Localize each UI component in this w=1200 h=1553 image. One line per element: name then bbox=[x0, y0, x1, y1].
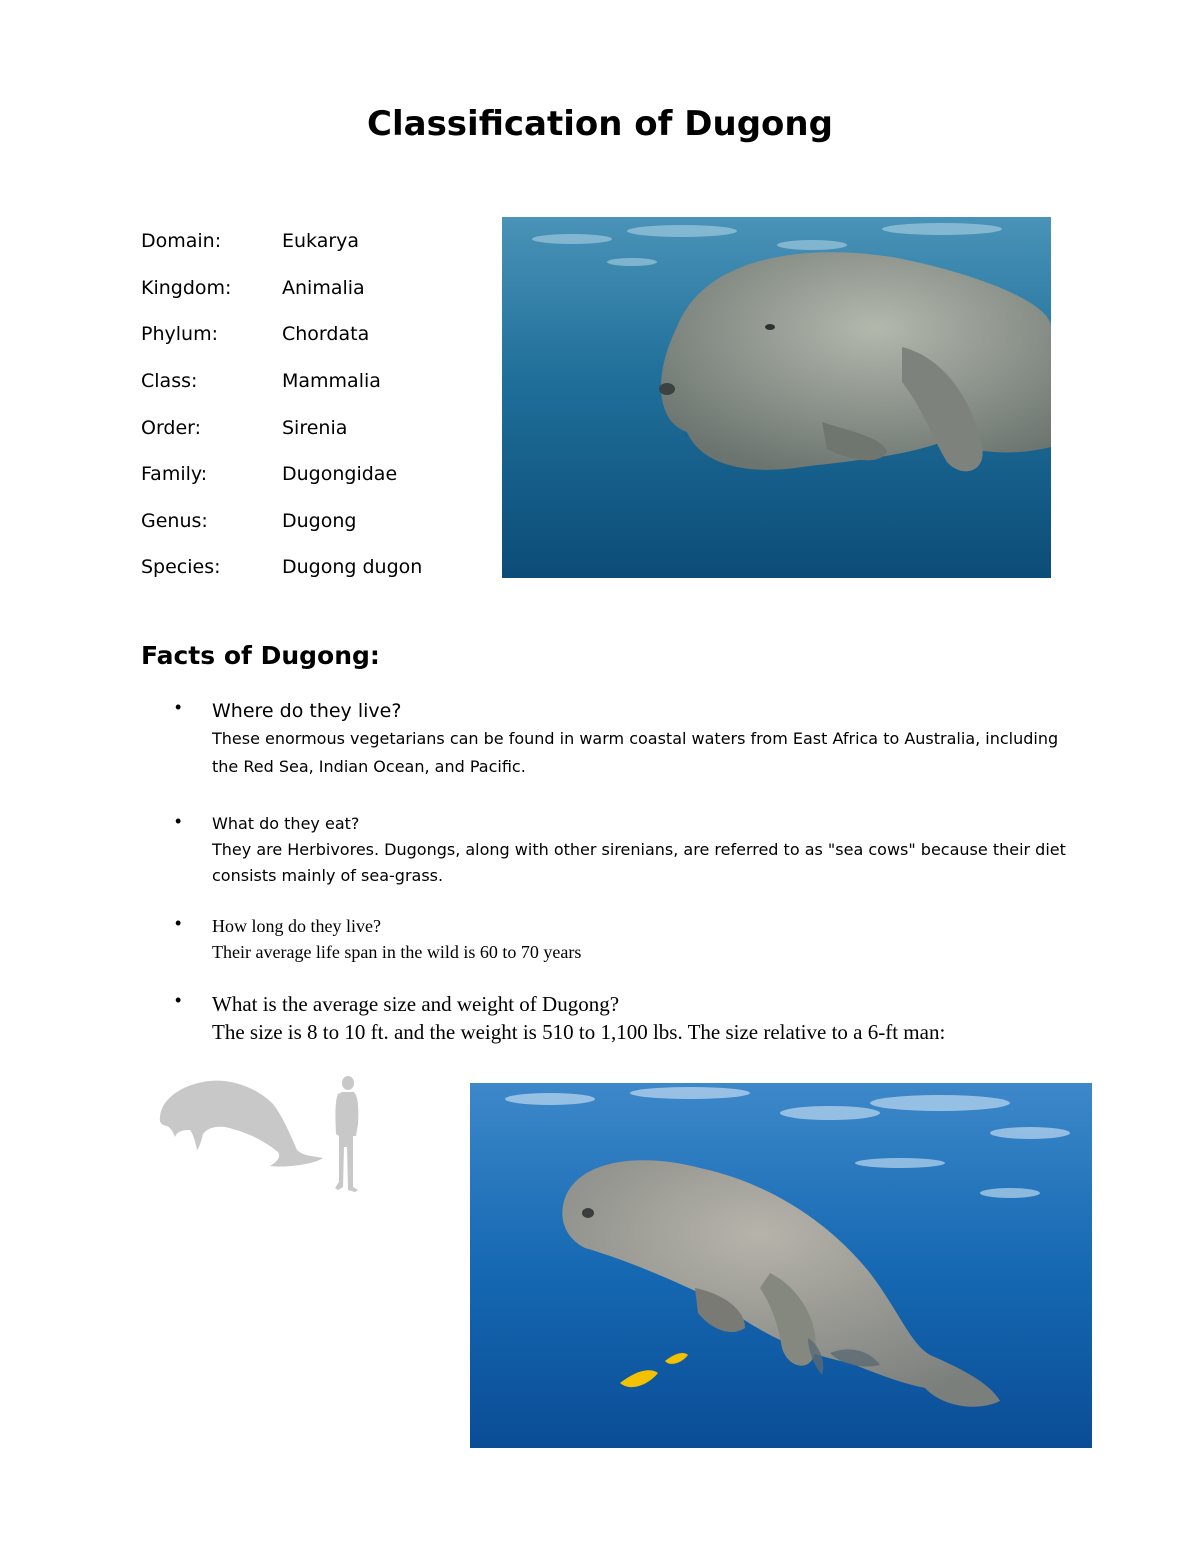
taxonomy-row-family bbox=[141, 451, 422, 498]
taxonomy-row-genus bbox=[141, 498, 422, 545]
bullet-icon: • bbox=[175, 811, 182, 831]
taxonomy-rank: Order: bbox=[141, 416, 202, 439]
taxonomy-row-domain bbox=[141, 218, 422, 265]
taxonomy-row-order bbox=[141, 404, 422, 451]
fact-answer: They are Herbivores. Dugongs, along with other sirenians, are referred to as "sea cows" because their diet consists mainly of sea-grass. bbox=[212, 840, 1066, 885]
fact-item-diet bbox=[175, 811, 1072, 889]
taxonomy-rank: Phylum: bbox=[141, 323, 218, 346]
taxonomy-value: Dugongidae bbox=[282, 463, 398, 486]
fact-answer: These enormous vegetarians can be found in warm coastal waters from East Africa to Australia, including the Red Sea, Indian Ocean, and Pacific. bbox=[212, 729, 1059, 776]
bullet-icon: • bbox=[175, 697, 182, 717]
taxonomy-rank: Genus: bbox=[141, 509, 208, 532]
fact-question: Where do they live? bbox=[212, 700, 402, 722]
bullet-icon: • bbox=[175, 990, 182, 1010]
taxonomy-rank: Kingdom: bbox=[141, 276, 232, 299]
fact-item-habitat bbox=[175, 697, 1062, 781]
taxonomy-rank: Class: bbox=[141, 370, 198, 393]
taxonomy-value: Mammalia bbox=[282, 370, 381, 393]
taxonomy-row-kingdom bbox=[141, 265, 422, 312]
taxonomy-value: Chordata bbox=[282, 323, 370, 346]
dugong-human-silhouette-icon bbox=[155, 1072, 380, 1197]
taxonomy-rank: Domain: bbox=[141, 230, 222, 253]
dugong-photo-bottom bbox=[470, 1083, 1092, 1448]
page-title: Classification of Dugong bbox=[367, 104, 833, 144]
taxonomy-row-species bbox=[141, 544, 422, 591]
dugong-photo-image bbox=[502, 217, 1051, 578]
taxonomy-table bbox=[141, 218, 422, 591]
taxonomy-rank: Species: bbox=[141, 556, 221, 579]
fact-item-lifespan bbox=[175, 913, 581, 965]
dugong-photo-top bbox=[502, 217, 1051, 578]
dugong-photo-image bbox=[470, 1083, 1092, 1448]
fact-answer: The size is 8 to 10 ft. and the weight is 510 to 1,100 lbs. The size relative to a 6-ft man: bbox=[212, 1020, 946, 1044]
taxonomy-row-phylum bbox=[141, 311, 422, 358]
taxonomy-value: Animalia bbox=[282, 276, 365, 299]
taxonomy-value: Dugong dugon bbox=[282, 556, 423, 579]
fact-question: How long do they live? bbox=[212, 916, 381, 936]
taxonomy-value: Dugong bbox=[282, 509, 357, 532]
fact-answer: Their average life span in the wild is 60 to 70 years bbox=[212, 942, 582, 962]
bullet-icon: • bbox=[175, 913, 182, 933]
fact-question: What do they eat? bbox=[212, 814, 360, 833]
fact-item-size bbox=[175, 990, 945, 1046]
taxonomy-rank: Family: bbox=[141, 463, 208, 486]
taxonomy-value: Eukarya bbox=[282, 230, 360, 253]
taxonomy-value: Sirenia bbox=[282, 416, 348, 439]
facts-heading: Facts of Dugong: bbox=[141, 641, 380, 670]
fact-question: What is the average size and weight of Dugong? bbox=[212, 992, 620, 1016]
taxonomy-row-class bbox=[141, 358, 422, 405]
